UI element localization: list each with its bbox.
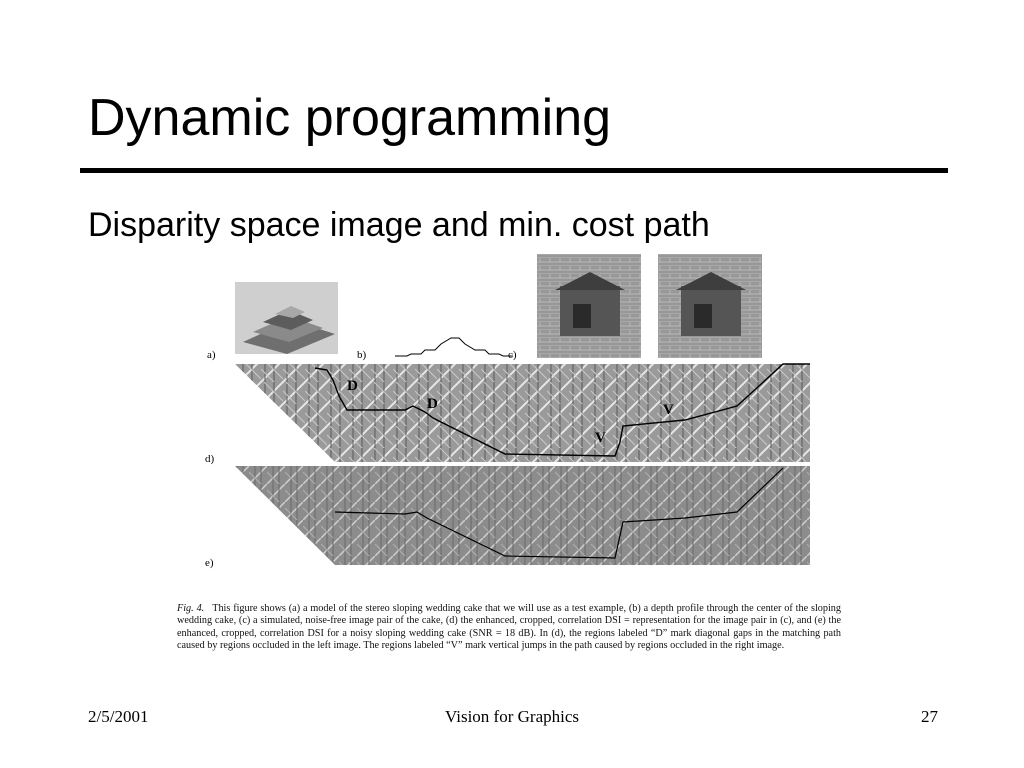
vertical-jump-label-1: V (595, 430, 606, 446)
slide-title: Dynamic programming (88, 89, 612, 147)
panel-label-d: d) (205, 453, 215, 465)
slide-subtitle: Disparity space image and min. cost path (88, 206, 710, 244)
right-stereo-image (658, 254, 762, 358)
left-stereo-image (537, 254, 641, 358)
cake-model-image (235, 282, 338, 354)
panel-label-c: c) (508, 349, 517, 361)
depth-profile-line (395, 338, 513, 356)
figure-caption (177, 603, 841, 653)
panel-label-e: e) (205, 557, 214, 569)
title-underline (80, 168, 948, 173)
diagonal-gap-label-2: D (427, 396, 438, 412)
diagonal-gap-label-1: D (347, 378, 358, 394)
vertical-jump-label-2: V (663, 402, 674, 418)
caption-text: This figure shows (a) a model of the stereo sloping wedding cake that we will use as a test example, (b) a depth profile through the center of the sloping wedding cake, (c) a simulated, noise-free image pair of the cake, (d) the enhanced, cropped, correlation DSI = representation for the image pair in (c), and (e) the enhanced, cropped, correlation DSI for a noisy sloping wedding cake (SNR = 18 dB). In (d), the regions labeled “D” mark diagonal gaps in the matching path caused by regions occluded in the left image. The regions labeled “V” mark vertical jumps in the path caused by regions occluded in the right image. (177, 603, 841, 652)
correlation-dsi-panel (235, 364, 810, 462)
footer-page-number: 27 (921, 707, 938, 726)
caption-label: Fig. 4. (177, 603, 205, 614)
panel-label-b: b) (357, 349, 367, 361)
footer-title: Vision for Graphics (444, 707, 579, 726)
panel-label-a: a) (207, 349, 216, 361)
noisy-dsi-panel (235, 466, 810, 565)
footer-date: 2/5/2001 (88, 707, 149, 726)
